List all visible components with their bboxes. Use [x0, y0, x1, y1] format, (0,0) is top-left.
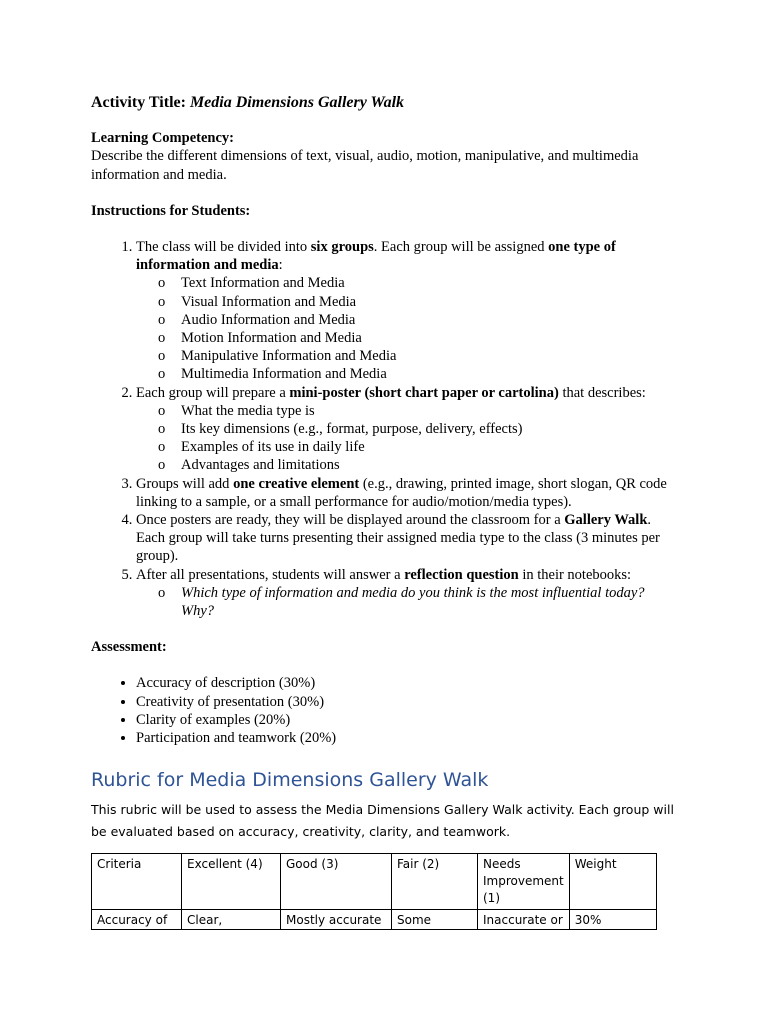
table-cell: Inaccurate or: [478, 910, 570, 930]
activity-title-line: [91, 94, 681, 112]
step4-text-b: . Each group will take turns presenting their assigned media type to the class (3 minutes per group).: [136, 512, 660, 565]
list-item: o Advantages and limitations: [158, 456, 681, 474]
reflection-question: [158, 584, 681, 620]
activity-title-label: Activity Title:: [91, 94, 186, 111]
list-item: • Clarity of examples (20%): [136, 711, 681, 729]
instruction-step-5: [136, 566, 681, 621]
step1-bold-a: six groups: [310, 239, 374, 256]
media-type-list: [136, 274, 681, 383]
reflection-list: [136, 584, 681, 620]
list-item: o Text Information and Media: [158, 274, 681, 292]
step3-text-a: Groups will add: [136, 475, 234, 492]
list-item: • Creativity of presentation (30%): [136, 693, 681, 711]
instruction-step-3: [136, 475, 681, 511]
step1-text-b: . Each group will be assigned: [373, 239, 549, 256]
step3-text-b: (e.g., drawing, printed image, short slogan, QR code linking to a sample, or a small performance for audio/motion/media types).: [136, 475, 667, 510]
list-item: o Manipulative Information and Media: [158, 347, 681, 365]
list-item: o Audio Information and Media: [158, 311, 681, 329]
instructions-heading: Instructions for Students:: [91, 202, 251, 219]
instruction-step-2: [136, 384, 681, 475]
list-item: • Participation and teamwork (20%): [136, 729, 681, 747]
table-cell: Accuracy of: [92, 910, 182, 930]
step5-text-a: After all presentations, students will answer a: [136, 566, 405, 583]
table-cell: Some: [392, 910, 478, 930]
step5-text-b: in their notebooks:: [518, 566, 632, 583]
header-cell: Good (3): [281, 854, 392, 910]
header-cell: Fair (2): [392, 854, 478, 910]
poster-content-list: [136, 402, 681, 475]
list-item: o Visual Information and Media: [158, 293, 681, 311]
step1-text-a: The class will be divided into: [136, 239, 311, 256]
header-cell: Excellent (4): [182, 854, 281, 910]
step1-text-c: :: [278, 257, 283, 274]
rubric-title: Rubric for Media Dimensions Gallery Walk: [91, 769, 489, 792]
list-item: o Its key dimensions (e.g., format, purpose, delivery, effects): [158, 420, 681, 438]
list-item: o What the media type is: [158, 402, 681, 420]
step2-text-b: that describes:: [558, 384, 646, 401]
table-cell: 30%: [569, 910, 656, 930]
list-item: o Multimedia Information and Media: [158, 365, 681, 383]
rubric-intro: This rubric will be used to assess the Media Dimensions Gallery Walk activity. Each group will be evaluated based on accuracy, creativity, clarity, and teamwork.: [91, 802, 674, 840]
activity-title: Media Dimensions Gallery Walk: [189, 94, 405, 111]
header-cell: Needs Improvement (1): [478, 854, 570, 910]
list-item: o Examples of its use in daily life: [158, 438, 681, 456]
step2-bold: mini-poster (short chart paper or cartolina): [289, 384, 559, 401]
step4-bold: Gallery Walk: [564, 512, 648, 529]
step4-text-a: Once posters are ready, they will be displayed around the classroom for a: [136, 512, 565, 529]
instruction-step-1: [136, 238, 681, 384]
header-cell: Criteria: [92, 854, 182, 910]
competency-text: Describe the different dimensions of text, visual, audio, motion, manipulative, and multimedia information and media.: [91, 148, 639, 183]
table-row: [92, 910, 657, 930]
step5-bold: reflection question: [404, 566, 519, 583]
table-cell: Clear,: [182, 910, 281, 930]
step1-bold-b: one type of information and media: [136, 239, 616, 274]
header-cell: Weight: [569, 854, 656, 910]
competency-heading: Learning Competency:: [91, 130, 234, 147]
list-item: • Accuracy of description (30%): [136, 674, 681, 692]
document-body: [91, 94, 681, 930]
instructions-list: [91, 238, 681, 620]
step3-bold: one creative element: [233, 475, 360, 492]
assessment-heading: Assessment:: [91, 639, 167, 656]
table-header-row: [92, 854, 657, 910]
list-item: o Motion Information and Media: [158, 329, 681, 347]
assessment-list: [91, 674, 681, 747]
instruction-step-4: [136, 511, 681, 566]
table-cell: Mostly accurate: [281, 910, 392, 930]
reflection-question-text: Which type of information and media do you think is the most influential today? Why?: [181, 584, 645, 620]
step2-text-a: Each group will prepare a: [136, 384, 290, 401]
rubric-table: [91, 853, 657, 930]
